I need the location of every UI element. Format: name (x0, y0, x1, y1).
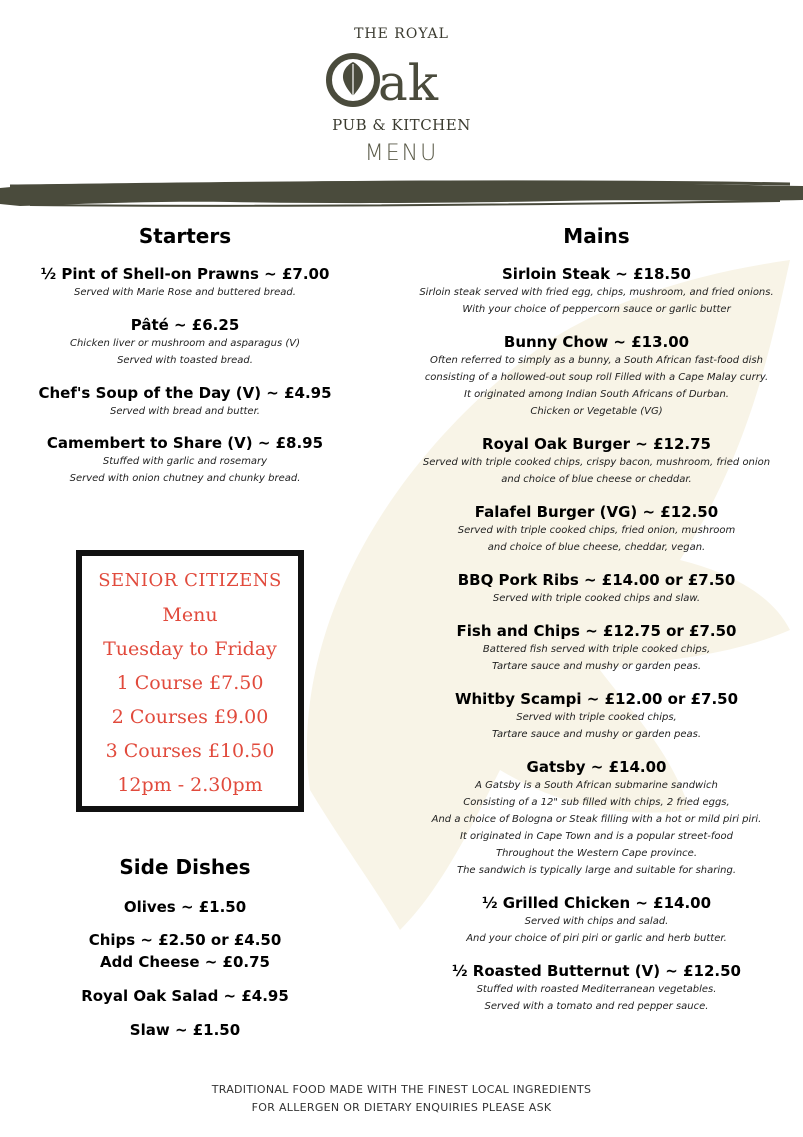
dish-name: Fish and Chips ~ £12.75 or £7.50 (456, 622, 737, 640)
main-item (400, 434, 793, 488)
dish-desc: And a choice of Bologna or Steak filling with a hot or mild piri piri. (431, 814, 762, 825)
dish-desc: and choice of blue cheese, cheddar, vegan. (487, 542, 706, 553)
dish-desc: Often referred to simply as a bunny, a South African fast-food dish (430, 355, 763, 366)
senior-heading: SENIOR CITIZENS (98, 570, 282, 591)
dish-desc: Served with triple cooked chips and slaw. (492, 593, 701, 604)
starters-title: Starters (138, 224, 232, 248)
oak-leaf-icon (343, 62, 363, 98)
dish-name: Camembert to Share (V) ~ £8.95 (46, 434, 324, 452)
brush-divider (0, 174, 803, 212)
dish-desc: Served with triple cooked chips, (516, 712, 677, 723)
brand-logo-oak (326, 44, 476, 114)
dish-desc: Tartare sauce and mushy or garden peas. (491, 661, 702, 672)
mains-section (400, 224, 793, 248)
dish-desc: and choice of blue cheese or cheddar. (501, 474, 692, 485)
senior-line: 2 Courses £9.00 (111, 706, 269, 728)
dish-desc: The sandwich is typically large and suitable for sharing. (456, 865, 737, 876)
dish-desc: Served with triple cooked chips, fried onion, mushroom (457, 525, 736, 536)
menu-label: MENU (364, 141, 439, 166)
dish-desc: Sirloin steak served with fried egg, chips, mushroom, and fried onions. (419, 287, 774, 298)
dish-desc: Stuffed with roasted Mediterranean vegetables. (476, 984, 717, 995)
main-item (400, 757, 793, 879)
brand-top-line: THE ROYAL (354, 26, 449, 42)
dish-desc: Consisting of a 12" sub filled with chips, 2 fried eggs, (463, 797, 730, 808)
dish-desc: And your choice of piri piri or garlic and herb butter. (466, 933, 727, 944)
side-item: Royal Oak Salad ~ £4.95 (81, 987, 289, 1005)
dish-desc: Served with Marie Rose and buttered bread. (74, 287, 296, 298)
dish-desc: Stuffed with garlic and rosemary (102, 456, 268, 467)
senior-line: 1 Course £7.50 (116, 672, 264, 694)
dish-desc: consisting of a hollowed-out soup roll Filled with a Cape Malay curry. (424, 372, 769, 383)
senior-line: 3 Courses £10.50 (105, 740, 275, 762)
senior-line: 12pm - 2.30pm (117, 774, 263, 796)
dish-name: Sirloin Steak ~ £18.50 (502, 265, 691, 283)
dish-name: Falafel Burger (VG) ~ £12.50 (474, 503, 719, 521)
dish-desc: Chicken liver or mushroom and asparagus (V) (69, 338, 301, 349)
sides-section (0, 855, 370, 879)
footer-line-ingredients: TRADITIONAL FOOD MADE WITH THE FINEST LOCAL INGREDIENTS (211, 1083, 592, 1096)
brand-sub-line: PUB & KITCHEN (332, 116, 471, 134)
senior-line: Tuesday to Friday (103, 638, 277, 660)
brand-oak-word: ak (378, 54, 439, 112)
dish-desc: Served with bread and butter. (110, 406, 260, 417)
dish-desc: A Gatsby is a South African submarine sandwich (475, 780, 718, 791)
starter-item (0, 264, 370, 301)
mains-title: Mains (563, 224, 630, 248)
dish-desc: Served with toasted bread. (117, 355, 253, 366)
starter-item (0, 433, 370, 487)
dish-desc: Served with triple cooked chips, crispy bacon, mushroom, fried onion (422, 457, 771, 468)
senior-citizens-box (76, 550, 304, 812)
side-item: Chips ~ £2.50 or £4.50 (88, 931, 282, 949)
side-item: Slaw ~ £1.50 (129, 1021, 241, 1039)
dish-desc: Served with onion chutney and chunky bread. (69, 473, 301, 484)
side-item: Olives ~ £1.50 (123, 898, 247, 916)
dish-desc: Battered fish served with triple cooked chips, (482, 644, 711, 655)
dish-name: Chef's Soup of the Day (V) ~ £4.95 (38, 384, 332, 402)
footer-line-allergens: FOR ALLERGEN OR DIETARY ENQUIRIES PLEASE ASK (251, 1101, 552, 1114)
side-item-wrap (0, 929, 370, 973)
dish-desc: Served with a tomato and red pepper sauce. (484, 1001, 709, 1012)
main-item (400, 332, 793, 420)
main-item (400, 502, 793, 556)
dish-name: ½ Grilled Chicken ~ £14.00 (481, 894, 712, 912)
dish-desc: Throughout the Western Cape province. (495, 848, 698, 859)
side-item: Add Cheese ~ £0.75 (100, 953, 270, 971)
main-item (400, 570, 793, 607)
side-item-wrap (0, 985, 370, 1007)
dish-desc: With your choice of peppercorn sauce or garlic butter (462, 304, 731, 315)
starters-section (0, 224, 370, 248)
dish-desc: It originated among Indian South Africans of Durban. (464, 389, 729, 400)
dish-name: Royal Oak Burger ~ £12.75 (482, 435, 711, 453)
side-item-wrap (0, 896, 370, 918)
dish-name: ½ Roasted Butternut (V) ~ £12.50 (452, 962, 741, 980)
dish-name: Pâté ~ £6.25 (130, 316, 240, 334)
side-item-wrap (0, 1019, 370, 1041)
dish-desc: Chicken or Vegetable (VG) (530, 406, 663, 417)
dish-name: Gatsby ~ £14.00 (526, 758, 667, 776)
main-item (400, 893, 793, 947)
dish-desc: Served with chips and salad. (524, 916, 669, 927)
main-item (400, 621, 793, 675)
sides-title: Side Dishes (119, 855, 251, 879)
starter-item (0, 383, 370, 420)
dish-desc: Tartare sauce and mushy or garden peas. (491, 729, 702, 740)
main-item (400, 961, 793, 1015)
senior-line: Menu (162, 604, 218, 626)
dish-name: Whitby Scampi ~ £12.00 or £7.50 (454, 690, 739, 708)
dish-name: ½ Pint of Shell-on Prawns ~ £7.00 (40, 265, 330, 283)
dish-desc: It originated in Cape Town and is a popular street-food (459, 831, 733, 842)
main-item (400, 264, 793, 318)
dish-name: Bunny Chow ~ £13.00 (503, 333, 690, 351)
starter-item (0, 315, 370, 369)
dish-name: BBQ Pork Ribs ~ £14.00 or £7.50 (457, 571, 736, 589)
main-item (400, 689, 793, 743)
